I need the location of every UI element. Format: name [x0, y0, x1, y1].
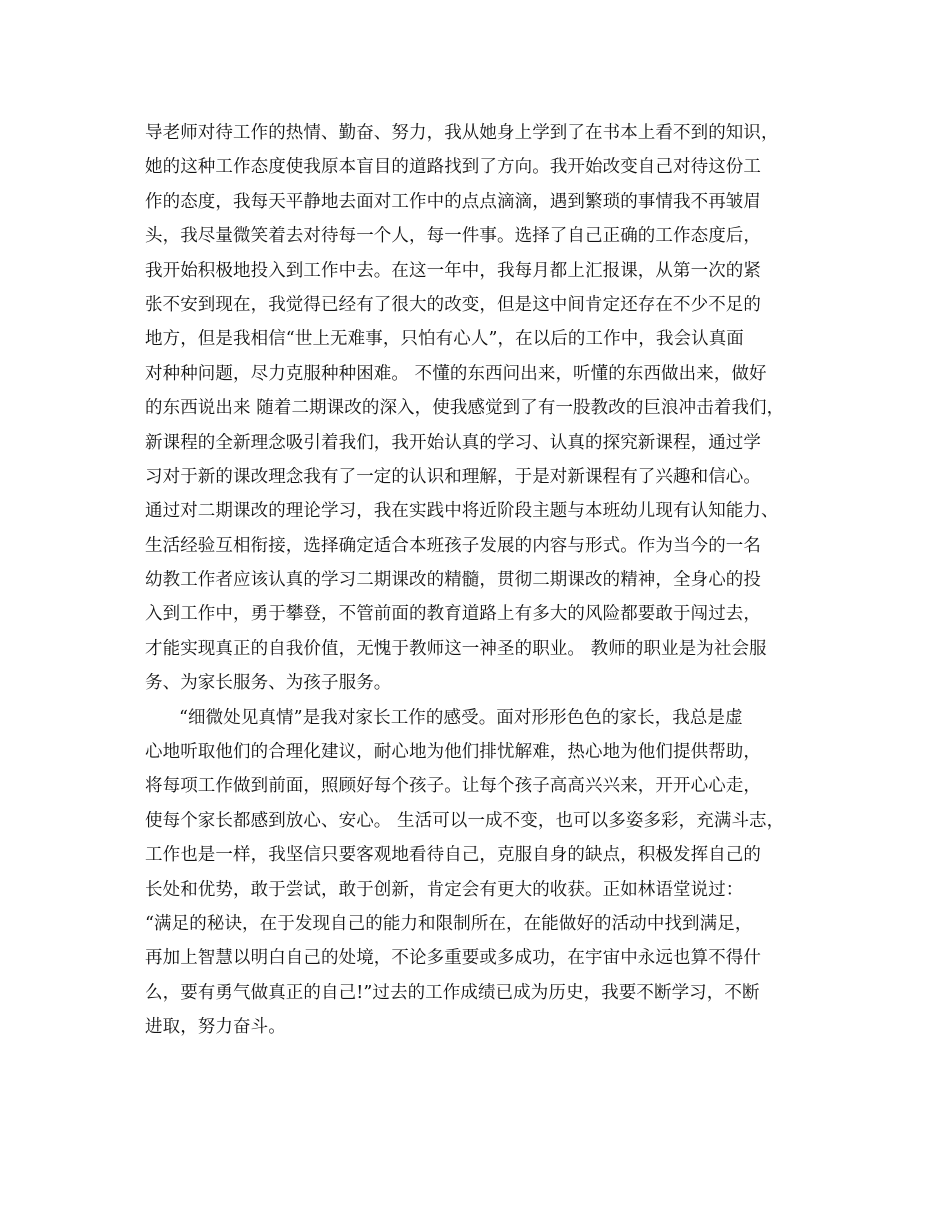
- paragraph-first-line: “细微处见真情”是我对家长工作的感受。面对形形色色的家长，我总是虚: [179, 707, 743, 728]
- text-line: 心地听取他们的合理化建议，耐心地为他们排忧解难，热心地为他们提供帮助，: [145, 742, 761, 763]
- text-line: “满足的秘诀，在于发现自己的能力和限制所在，在能做好的活动中找到满足，: [145, 913, 753, 934]
- text-line: 她的这种工作态度使我原本盲目的道路找到了方向。我开始改变自己对待这份工: [145, 157, 761, 178]
- text-line: 入到工作中，勇于攀登，不管前面的教育道路上有多大的风险都要敢于闯过去，: [145, 604, 761, 625]
- body-text: [145, 116, 825, 1045]
- text-line: 张不安到现在，我觉得已经有了很大的改变，但是这中间肯定还存在不少不足的: [145, 294, 761, 315]
- text-line: 通过对二期课改的理论学习，我在实践中将近阶段主题与本班幼儿现有认知能力、: [145, 501, 779, 522]
- text-line: 再加上智慧以明白自己的处境，不论多重要或多成功，在宇宙中永远也算不得什: [145, 948, 761, 969]
- text-line: 对种种问题，尽力克服种种困难。 不懂的东西问出来，听懂的东西做出来，做好: [145, 363, 767, 384]
- text-line: 习对于新的课改理念我有了一定的认识和理解，于是对新课程有了兴趣和信心。: [145, 466, 761, 487]
- text-line: 使每个家长都感到放心、安心。 生活可以一成不变，也可以多姿多彩，充满斗志，: [145, 810, 785, 831]
- text-line: 工作也是一样，我坚信只要客观地看待自己，克服自身的缺点，积极发挥自己的: [145, 845, 761, 866]
- text-line: 我开始积极地投入到工作中去。在这一年中，我每月都上汇报课，从第一次的紧: [145, 260, 761, 281]
- text-line: 头，我尽量微笑着去对待每一个人，每一件事。选择了自己正确的工作态度后，: [145, 226, 761, 247]
- text-line: 将每项工作做到前面，照顾好每个孩子。让每个孩子高高兴兴来，开开心心走，: [145, 776, 761, 797]
- text-line: 的东西说出来 随着二期课改的深入，使我感觉到了有一股教改的巨浪冲击着我们，: [145, 398, 785, 419]
- text-line: 导老师对待工作的热情、勤奋、努力，我从她身上学到了在书本上看不到的知识，: [145, 123, 779, 143]
- text-line: 务、为家长服务、为孩子服务。: [145, 673, 392, 694]
- text-line: 幼教工作者应该认真的学习二期课改的精髓，贯彻二期课改的精神，全身心的投: [145, 570, 761, 591]
- text-line: 才能实现真正的自我价值，无愧于教师这一神圣的职业。 教师的职业是为社会服: [145, 638, 767, 659]
- text-line: 进取，努力奋斗。: [145, 1017, 286, 1038]
- text-line: 长处和优势，敢于尝试，敢于创新，肯定会有更大的收获。正如林语堂说过：: [145, 879, 744, 900]
- text-line: 生活经验互相衔接，选择确定适合本班孩子发展的内容与形式。作为当今的一名: [145, 535, 761, 556]
- text-line: 么，要有勇气做真正的自己!”过去的工作成绩已成为历史，我要不断学习，不断: [145, 982, 760, 1003]
- text-line: 地方，但是我相信“世上无难事，只怕有心人”，在以后的工作中，我会认真面: [145, 329, 744, 350]
- text-line: 作的态度，我每天平静地去面对工作中的点点滴滴，遇到繁琐的事情我不再皱眉: [145, 191, 761, 212]
- text-line: 新课程的全新理念吸引着我们，我开始认真的学习、认真的探究新课程，通过学: [145, 432, 761, 453]
